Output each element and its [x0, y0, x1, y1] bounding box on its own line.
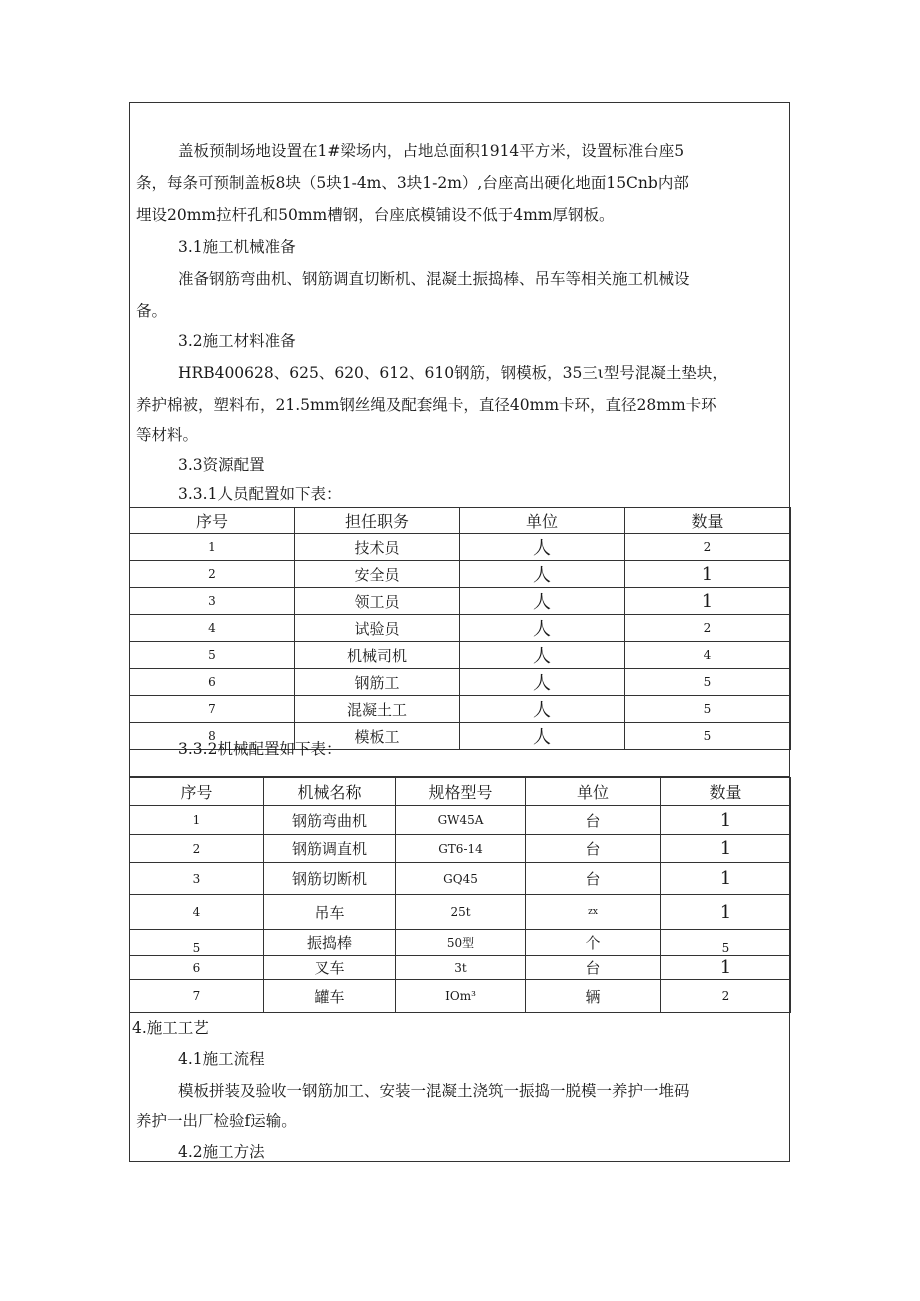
section-3-1-title: 3.1施工机械准备	[178, 238, 296, 256]
section-4-title: 4.施工工艺	[132, 1019, 209, 1037]
section-3-3-2-title: 3.3.2机械配置如下表：	[178, 740, 342, 758]
table-row: 7 混凝土工 人 5	[130, 696, 791, 723]
section-4-1-line-2: 养护一出厂检验f运输。	[136, 1112, 297, 1130]
table-row: 1 钢筋弯曲机 GW45A 台 1	[130, 806, 791, 835]
table-row: 4 吊车 25t zx 1	[130, 895, 791, 930]
machine-header-qty: 数量	[661, 778, 791, 806]
table-row: 6 钢筋工 人 5	[130, 669, 791, 696]
table-row: 6 叉车 3t 台 1	[130, 956, 791, 980]
staff-table	[129, 507, 791, 750]
staff-header-role: 担任职务	[295, 508, 460, 534]
staff-header-qty: 数量	[625, 508, 791, 534]
staff-header-seq: 序号	[130, 508, 295, 534]
machine-header-name: 机械名称	[264, 778, 396, 806]
section-3-2-line-1: HRB400628、625、620、612、610钢筋，钢模板，35三ι型号混凝土垫块，	[178, 364, 728, 382]
document-frame	[129, 102, 790, 1162]
intro-paragraph-line-1: 盖板预制场地设置在1#梁场内，占地总面积1914平方米，设置标准台座5	[178, 142, 685, 160]
machine-header-seq: 序号	[130, 778, 264, 806]
staff-header-unit: 单位	[460, 508, 625, 534]
section-4-1-title: 4.1施工流程	[178, 1050, 265, 1068]
section-3-1-line-2: 备。	[136, 302, 168, 320]
section-4-1-line-1: 模板拼装及验收一钢筋加工、安装一混凝土浇筑一振捣一脱模一养护一堆码	[178, 1082, 690, 1100]
machine-header-spec: 规格型号	[396, 778, 526, 806]
section-4-2-title: 4.2施工方法	[178, 1143, 265, 1161]
table-row: 2 钢筋调直机 GT6-14 台 1	[130, 835, 791, 863]
section-3-3-title: 3.3资源配置	[178, 456, 265, 474]
section-3-2-line-3: 等材料。	[136, 426, 199, 444]
table-row: 7 罐车 IOm³ 辆 2	[130, 980, 791, 1013]
table-row: 4 试验员 人 2	[130, 615, 791, 642]
table-row: 5 机械司机 人 4	[130, 642, 791, 669]
table-row: 3 钢筋切断机 GQ45 台 1	[130, 863, 791, 895]
table-row: 3 领工员 人 1	[130, 588, 791, 615]
section-3-2-title: 3.2施工材料准备	[178, 332, 296, 350]
machine-header-unit: 单位	[526, 778, 661, 806]
section-3-1-line-1: 准备钢筋弯曲机、钢筋调直切断机、混凝土振捣棒、吊车等相关施工机械设	[178, 270, 690, 288]
table-row: 8 模板工 人 5	[130, 723, 791, 750]
table-row: 5 振捣棒 50型 个 5	[130, 930, 791, 956]
table-row: 2 安全员 人 1	[130, 561, 791, 588]
machine-table-header	[130, 778, 791, 806]
section-3-2-line-2: 养护棉被，塑料布，21.5mm钢丝绳及配套绳卡，直径40mm卡环，直径28mm卡环	[136, 396, 717, 414]
section-3-3-1-title: 3.3.1人员配置如下表：	[178, 485, 342, 503]
table-row: 1 技术员 人 2	[130, 534, 791, 561]
staff-table-header	[130, 508, 791, 534]
intro-paragraph-line-3: 埋设20mm拉杆孔和50mm槽钢，台座底模铺设不低于4mm厚钢板。	[136, 206, 615, 224]
machine-table	[129, 777, 791, 1013]
intro-paragraph-line-2: 条，每条可预制盖板8块（5块1-4m、3块1-2m）,台座高出硬化地面15Cnb内部	[136, 174, 689, 192]
